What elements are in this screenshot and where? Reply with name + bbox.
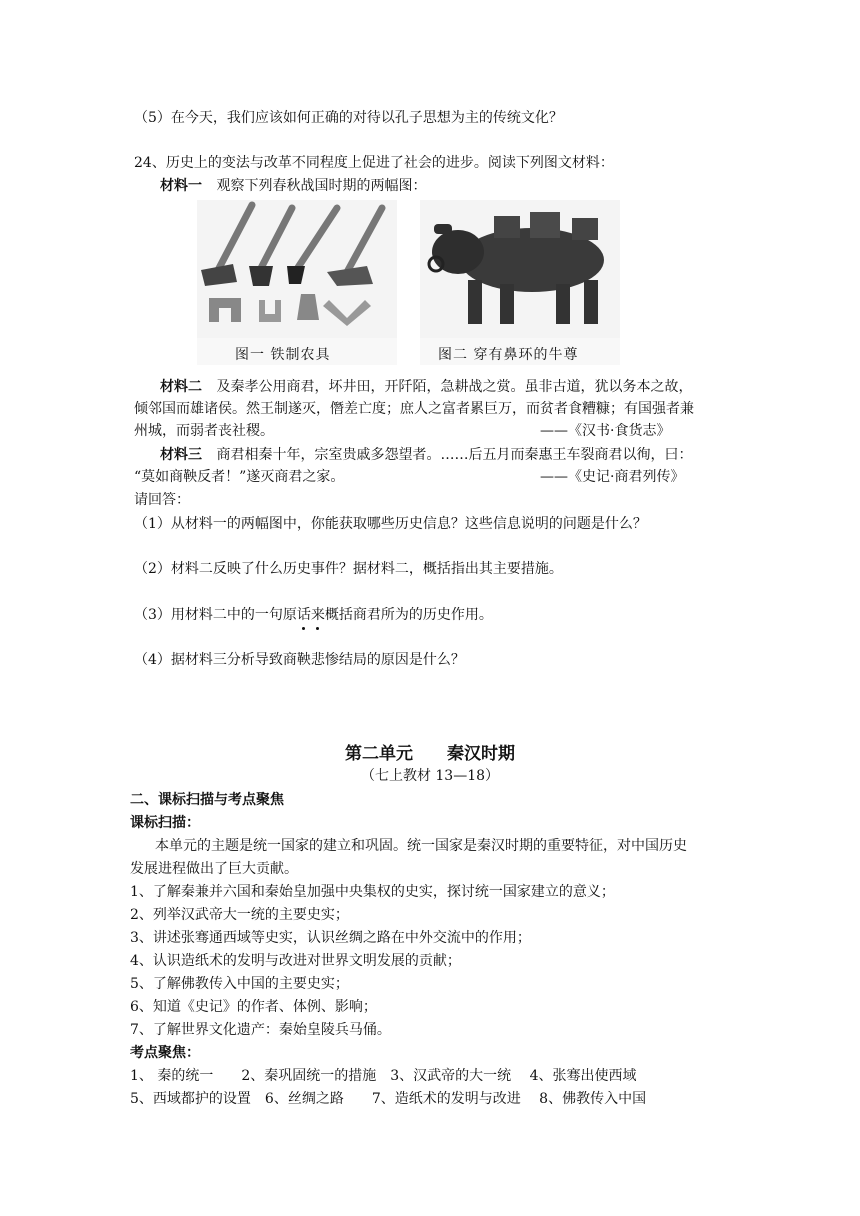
list-item: 7、了解世界文化遗产：秦始皇陵兵马俑。: [130, 1022, 391, 1038]
sub-question-1: （1）从材料一的两幅图中，你能获取哪些历史信息？这些信息说明的问题是什么？: [134, 516, 647, 532]
material-1-line: [160, 177, 426, 195]
unit-subtitle: （七上教材 13—18）: [360, 768, 500, 784]
list-item: 6、知道《史记》的作者、体例、影响；: [130, 999, 377, 1015]
sub-question-4: （4）据材料三分析导致商鞅悲惨结局的原因是什么？: [134, 652, 465, 668]
question-5: （5）在今天，我们应该如何正确的对待以孔子思想为主的传统文化？: [134, 110, 563, 126]
question-24-intro: 24、历史上的变法与改革不同程度上促进了社会的进步。阅读下列图文材料：: [134, 155, 614, 171]
scan-paragraph-line-2: 发展进程做出了巨大贡献。: [130, 861, 298, 877]
answer-prompt: 请回答：: [134, 492, 190, 508]
list-item: 1、了解秦兼并六国和秦始皇加强中央集权的史实，探讨统一国家建立的意义；: [130, 884, 615, 900]
unit-title: 第二单元 秦汉时期: [345, 744, 515, 764]
list-item: 4、认识造纸术的发明与改进对世界文明发展的贡献；: [130, 953, 461, 969]
sub-question-3: （3）用材料二中的一句原话来概括商君所为的历史作用。: [134, 607, 493, 623]
list-item: 3、讲述张骞通西域等史实，认识丝绸之路在中外交流中的作用；: [130, 930, 531, 946]
focus-heading: 考点聚焦：: [130, 1045, 200, 1061]
material-1-label: 材料一: [160, 178, 202, 194]
material-2-label: 材料二: [160, 379, 202, 395]
material-2-line-3: 州城，而弱者丧社稷。: [134, 423, 274, 439]
curriculum-scan-heading: 课标扫描：: [130, 815, 200, 831]
focus-line-1: 1、 秦的统一 2、秦巩固统一的措施 3、汉武帝的大一统 4、张骞出使西域: [130, 1068, 637, 1084]
figure-1-caption: 图一 铁制农具: [235, 347, 331, 363]
material-3-source: ——《史记·商君列传》: [540, 469, 685, 485]
figure-2-caption: 图二 穿有鼻环的牛尊: [438, 347, 579, 363]
scan-paragraph-line-1: 本单元的主题是统一国家的建立和巩固。统一国家是秦汉时期的重要特征，对中国历史: [155, 838, 687, 854]
focus-line-2: 5、西域都护的设置 6、丝绸之路 7、造纸术的发明与改进 8、佛教传入中国: [130, 1091, 647, 1107]
material-1-text: 观察下列春秋战国时期的两幅图：: [216, 178, 427, 194]
emphasis-dot: [302, 627, 305, 630]
material-3-line-1: [160, 446, 692, 464]
ox-vessel-illustration: [420, 200, 620, 365]
list-item: 2、列举汉武帝大一统的主要史实；: [130, 907, 349, 923]
sub-question-2: （2）材料二反映了什么历史事件？据材料二，概括指出其主要措施。: [134, 561, 563, 577]
material-2-line-1: [160, 378, 692, 396]
material-2-text-1: 及秦孝公用商君，坏井田，开阡陌，急耕战之赏。虽非古道，犹以务本之故，: [216, 379, 693, 395]
figure-iron-tools: [197, 200, 397, 365]
material-3-text-1: 商君相秦十年，宗室贵戚多怨望者。……后五月而秦惠王车裂商君以徇，曰：: [216, 447, 693, 463]
emphasis-dot: [316, 627, 319, 630]
material-3-label: 材料三: [160, 447, 202, 463]
iron-tools-illustration: [197, 200, 397, 365]
material-2-source: ——《汉书·食货志》: [540, 423, 671, 439]
figure-ox-vessel: [420, 200, 620, 365]
list-item: 5、了解佛教传入中国的主要史实；: [130, 976, 349, 992]
material-2-line-2: 倾邻国而雄诸侯。然王制遂灭，僭差亡度；庶人之富者累巨万，而贫者食糟糠；有国强者兼: [134, 401, 694, 417]
section-heading: 二、课标扫描与考点聚焦: [130, 792, 284, 808]
material-3-line-2: “莫如商鞅反者！”遂灭商君之家。: [134, 469, 345, 485]
